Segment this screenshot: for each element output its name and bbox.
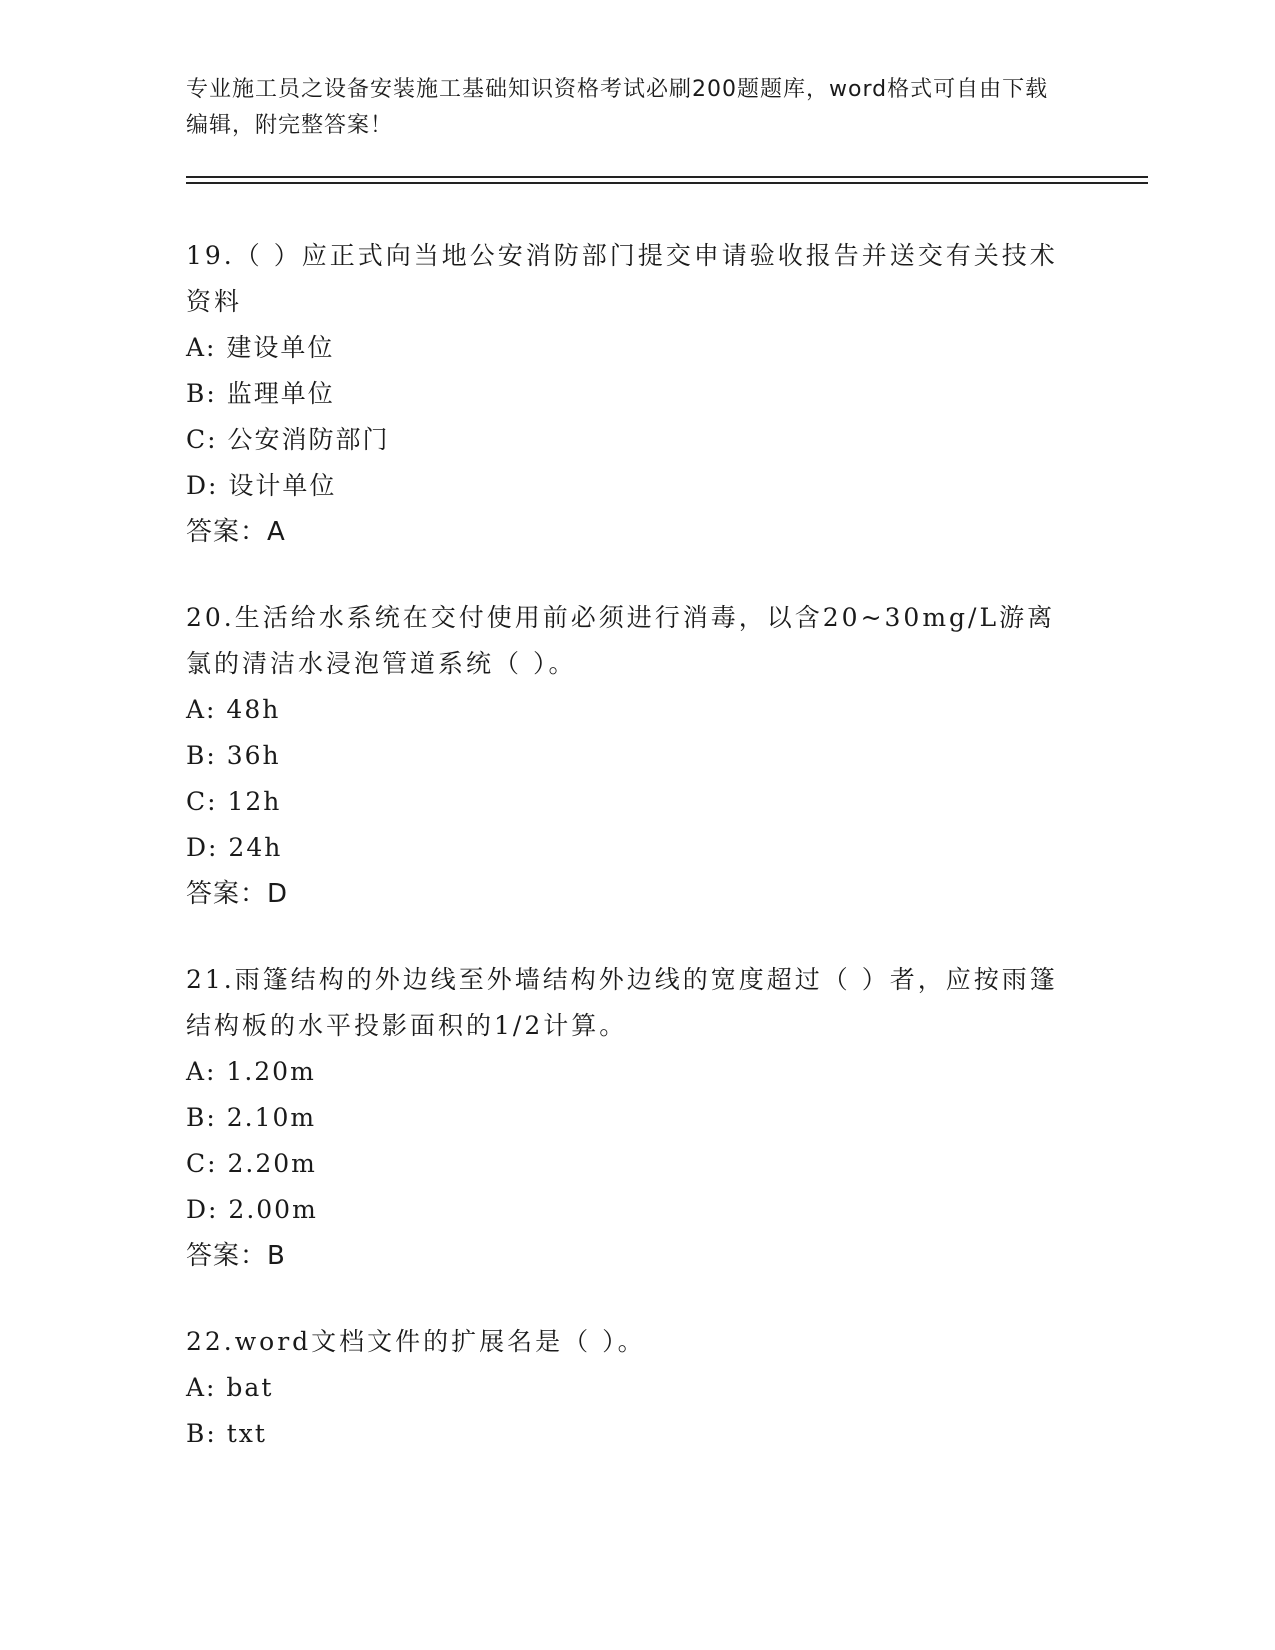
question-22 [186, 1319, 1066, 1457]
option-a: A: bat [186, 1373, 274, 1402]
header-rule-top [186, 176, 1148, 178]
header-rule-bottom [186, 182, 1148, 184]
option-b: B: 36h [186, 741, 281, 770]
option-b: B: 监理单位 [186, 379, 335, 408]
question-20 [186, 595, 1066, 917]
option-b: B: 2.10m [186, 1103, 317, 1132]
option-a: A: 建设单位 [186, 333, 335, 362]
option-c: C: 12h [186, 787, 282, 816]
option-a: A: 48h [186, 695, 281, 724]
question-text: 19.（ ）应正式向当地公安消防部门提交申请验收报告并送交有关技术资料 [186, 241, 1058, 316]
question-text: 21.雨篷结构的外边线至外墙结构外边线的宽度超过（ ）者，应按雨篷结构板的水平投影面积的1/2计算。 [186, 965, 1058, 1040]
answer: 答案：B [186, 1241, 286, 1271]
answer: 答案：A [186, 517, 286, 547]
document-header: 专业施工员之设备安装施工基础知识资格考试必刷200题题库，word格式可自由下载编辑，附完整答案！ [186, 77, 1049, 138]
option-c: C: 公安消防部门 [186, 425, 390, 454]
answer: 答案：D [186, 879, 289, 909]
question-text: 20.生活给水系统在交付使用前必须进行消毒，以含20~30mg/L游离氯的清洁水浸泡管道系统（ ）。 [186, 603, 1056, 678]
option-d: D: 设计单位 [186, 471, 337, 500]
question-21 [186, 957, 1066, 1279]
option-a: A: 1.20m [186, 1057, 316, 1086]
question-19 [186, 233, 1066, 555]
option-b: B: txt [186, 1419, 267, 1448]
option-d: D: 2.00m [186, 1195, 318, 1224]
option-d: D: 24h [186, 833, 283, 862]
option-c: C: 2.20m [186, 1149, 317, 1178]
question-text: 22.word文档文件的扩展名是（ ）。 [186, 1327, 646, 1356]
